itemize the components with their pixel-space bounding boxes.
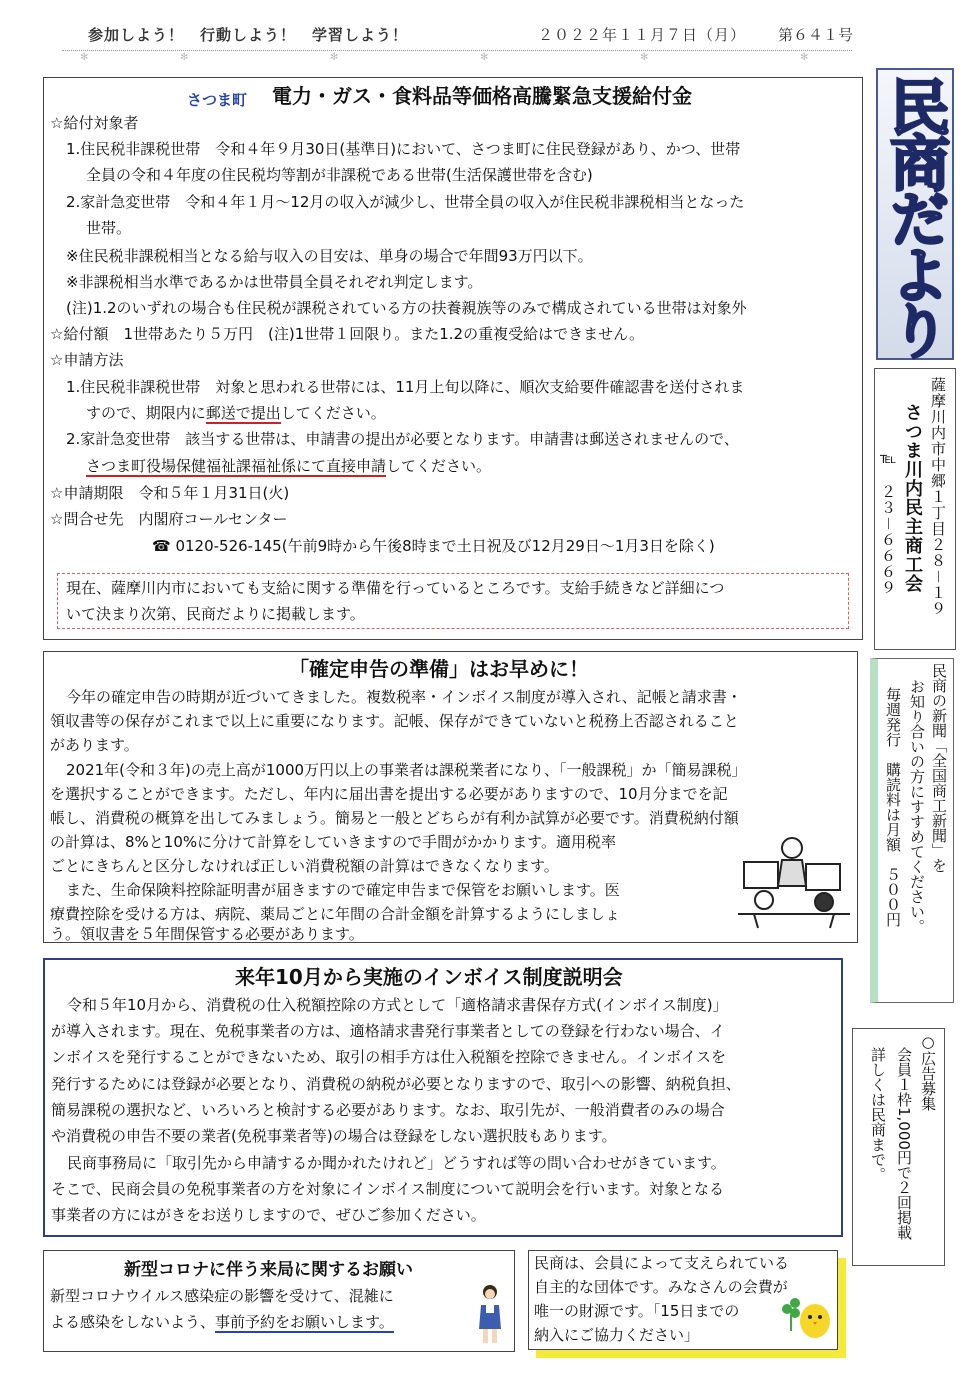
star-ornament-icon: ✻ [800,52,809,63]
text-line: う。領収書を５年間保管する必要があります。 [50,925,364,943]
text-line: ☆問合せ先 内閣府コールセンター [50,510,288,528]
text-line [86,400,386,426]
text-line: ※非課税相当水準であるかは世帯員全員それぞれ判定します。 [66,273,483,291]
text-line: 世帯。 [86,219,132,237]
text-line: 2.家計急変世帯 該当する世帯は、申請書の提出が必要となります。申請書は郵送されませんので、 [66,430,739,448]
text-fragment: してください。 [386,457,492,475]
text-line: ☆給付対象者 [50,114,139,132]
star-ornament-icon: ✻ [480,52,489,63]
text-line [50,1309,394,1335]
article-town-label: さつま町 [187,91,248,109]
text-fragment: よる感染をしないよう、 [50,1313,216,1331]
ad-line: ○広告募集 [919,1033,937,1111]
article-title: 「確定申告の準備」はお早めに！ [289,657,589,681]
issue-number: 第６４１号 [778,26,854,44]
ad-line: 詳しくは民商まで。 [869,1047,887,1182]
newspaper-line: お知り合いの方にすすめてください。 [908,679,926,934]
chick-clover-illustration [777,1291,833,1343]
text-fragment: してください。 [280,404,386,422]
text-line: 納入にご協力ください」 [534,1326,700,1344]
text-line: ☆給付額 1世帯あたり５万円 (注)1世帯１回限り。また1.2の重複受給はできません。 [50,325,644,343]
text-line: があります。 [50,736,139,754]
masthead-title: 民商だより [880,76,950,356]
text-line: 民商は、会員によって支えられている [534,1254,790,1272]
text-line: そこで、民商会員の免税事業者の方を対象にインボイス制度について説明会を行います。対象となる [51,1180,725,1198]
article-corona-notice [43,1250,515,1352]
text-line: の計算は、8%と10%に分けて計算をしていきますので手間がかかります。適用税率 [50,833,616,851]
membership-fee-box [528,1250,838,1350]
article-tax-return [43,651,858,943]
text-line: 帳し、消費税の概算を出してみましょう。簡易と一般とどちらが有利か試算が必要です。消費税納付額 [50,809,739,827]
text-line [86,453,491,479]
article-title: 新型コロナに伴う来局に関するお願い [124,1260,413,1280]
text-line: 新型コロナウイルス感染症の影響を受けて、混雑に [50,1287,394,1305]
text-line: 民商事務局に「取引先から申請するか聞かれたけれど」どうすれば等の問い合わせがきています。 [67,1154,726,1172]
header-divider [62,50,852,51]
star-ornament-icon: ✻ [80,52,89,63]
text-line: 今年の確定申告の時期が近づいてきました。複数税率・インボイス制度が導入され、記帳と請求書・ [66,688,742,706]
issue-date: ２０２２年１１月７日（月） [538,26,747,44]
phone-number: ℡ ２３－６６６９ [879,449,897,597]
article-title: 電力・ガス・食料品等価格高騰緊急支援給付金 [272,84,692,108]
text-line: (注)1.2のいずれの場合も住民税が課税されている方の扶養親族等のみで構成されている世帯は対象外 [66,299,747,317]
notice-box [57,573,849,629]
emphasis-text: さつま町役場保健福祉課福祉係にて直接申請 [86,457,387,475]
text-line: 2.家計急変世帯 令和４年１月～12月の収入が減少し、世帯全員の収入が住民税非課税相当となった [66,193,745,211]
phone-line: ☎ 0120-526-145(午前9時から午後8時まで土日祝及び12月29日～1月3日を除く) [152,537,715,555]
article-subsidy [43,77,863,640]
emphasis-text: 郵送で提出 [205,404,281,422]
text-line: 領収書等の保存がこれまで以上に重要になります。記帳、保存ができていないと税務上否認されること [50,712,739,730]
newspaper-line: 民商の新聞「全国商工新聞」を [930,663,948,873]
text-line: ☆申請方法 [50,351,124,369]
organization-name: さつま川内民主商工会 [902,403,923,593]
text-line: ☆申請期限 令和５年１月31日(火) [50,484,290,502]
text-line: 事業者の方にはがきをお送りしますので、ぜひご参加ください。 [51,1206,486,1224]
text-line: 唯一の財源です。「15日までの [534,1302,740,1320]
text-line: 1.住民税非課税世帯 対象と思われる世帯には、11月上旬以降に、順次支給要件確認書を送付されま [66,378,745,396]
article-title: 来年10月から実施のインボイス制度説明会 [235,965,623,989]
text-line: を選択することができます。ただし、年内に届出書を提出する必要がありますので、10月分までを記 [50,785,728,803]
text-line: 1.住民税非課税世帯 令和４年９月30日(基準日)において、さつま町に住民登録があり、かつ、世帯 [66,140,741,158]
text-line: 2021年(令和３年)の売上高が1000万円以上の事業者は課税業者になり、「一般課税」か「簡易課税」 [66,761,747,779]
emphasis-text: 事前予約をお願いします。 [215,1313,394,1331]
masthead [876,68,954,360]
text-line: 療費控除を受ける方は、病院、薬局ごとに年間の合計金額を計算するようにしましょ [50,905,621,923]
text-fragment: すので、期限内に [86,404,206,422]
staff-woman-illustration [476,1283,504,1345]
text-line: ごとにきちんと区分しなければ正しい消費税額の計算はできなくなります。 [50,857,559,875]
text-line: 自主的な団体です。みなさんの会費が [534,1278,788,1296]
text-line: が導入されます。現在、免税事業者の方は、適格請求書発行事業者としての登録を行わない場合、イ [51,1022,725,1040]
text-line: 現在、薩摩川内市においても支給に関する準備を行っているところです。支給手続きなど詳細につ [66,579,725,597]
text-line: いて決まり次第、民商だよりに掲載します。 [66,605,365,623]
text-line: 令和５年10月から、消費税の仕入税額控除の方式として「適格請求書保存方式(インボイス制度)」 [67,996,728,1014]
text-line: また、生命保険料控除証明書が届きますので確定申告まで保管をお願いします。医 [66,881,620,899]
text-line: 簡易課税の選択など、いろいろと検討する必要があります。なお、取引先が、一般消費者のみの場合 [51,1101,725,1119]
star-ornament-icon: ✻ [180,52,189,63]
text-line: ※住民税非課税相当となる給与収入の目安は、単身の場合で年間93万円以下。 [66,247,593,265]
star-ornament-icon: ✻ [330,52,339,63]
star-ornament-icon: ✻ [640,52,649,63]
newspaper-subscription-box [870,658,954,1003]
text-line: や消費税の申告不要の業者(免税事業者等)の場合は登録をしない選択肢もあります。 [51,1127,617,1145]
newspaper-line: 毎週発行 購読料は月額 ５００円 [884,687,902,927]
ad-line: 会員１枠1,000円で２回掲載 [895,1047,913,1240]
header-slogan: 参加しよう！ 行動しよう！ 学習しよう！ [88,26,409,44]
text-line: 発行するためには登録が必要となり、消費税の納税が必要となりますので、取引への影響、納税負担、 [51,1075,741,1093]
article-invoice-seminar [43,958,843,1237]
address: 薩摩川内市中郷１丁目２８－１９ [929,377,947,618]
address-box [874,368,956,650]
text-line: ンボイスを発行することができないため、取引の相手方は仕入税額を控除できません。インボイスを [51,1048,727,1066]
office-workers-illustration [734,832,854,932]
text-line: 全員の令和４年度の住民税均等割が非課税である世帯(生活保護世帯を含む) [86,166,593,184]
ad-recruitment-box [852,1028,945,1266]
